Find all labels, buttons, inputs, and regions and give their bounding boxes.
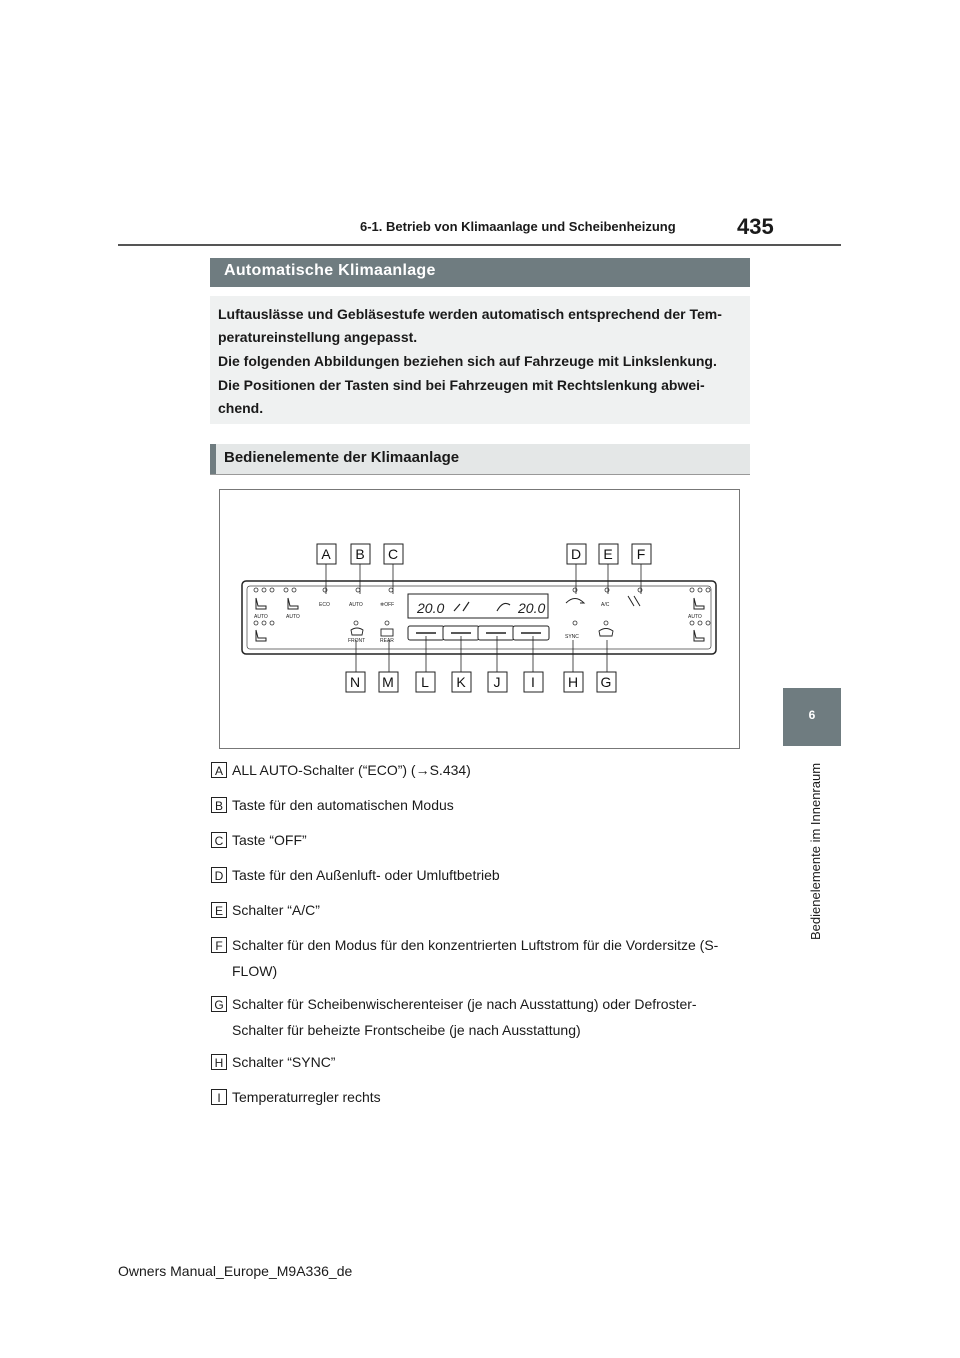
callout-a: A: [321, 546, 331, 562]
display-temp-right: 20.0: [518, 600, 546, 616]
chapter-number: 6: [808, 708, 816, 722]
panel-label-ac: A/C: [601, 602, 610, 608]
legend-key: C: [211, 832, 227, 848]
callout-c: C: [387, 546, 399, 562]
legend-key: H: [211, 1054, 227, 1070]
panel-label-sync: SYNC: [565, 634, 579, 640]
section-title: Automatische Klimaanlage: [224, 262, 436, 279]
intro-line: chend.: [218, 400, 264, 416]
legend-key: E: [211, 902, 227, 918]
panel-label-eco: ECO: [319, 602, 330, 608]
intro-line: peratureinstellung angepasst.: [218, 329, 418, 345]
legend-text-continued: FLOW): [232, 963, 278, 979]
legend-key: F: [211, 937, 227, 953]
legend-text: ALL AUTO-Schalter (“ECO”) (→S.434): [232, 762, 471, 778]
climate-panel-illustration: [220, 490, 739, 748]
panel-label-front: FRONT: [348, 638, 366, 644]
bottom-callouts: [346, 672, 616, 692]
rocker-buttons: [408, 626, 549, 640]
legend-text: Schalter für den Modus für den konzentrierten Luftstrom für die Vordersitze (S-: [232, 937, 719, 953]
header-divider: [118, 244, 841, 246]
climate-panel-figure: [219, 489, 740, 749]
legend-text: Schalter “A/C”: [232, 902, 320, 918]
callout-i: I: [531, 674, 535, 690]
legend-text: Temperaturregler rechts: [232, 1089, 381, 1105]
intro-line: Die Positionen der Tasten sind bei Fahrzeugen mit Rechtslenkung abwei-: [218, 377, 705, 393]
intro-box: [210, 296, 750, 424]
callout-l: L: [421, 674, 429, 690]
legend-text: Schalter für Scheibenwischerenteiser (je nach Ausstattung) oder Defroster-: [232, 996, 697, 1012]
subsection-title: Bedienelemente der Klimaanlage: [224, 449, 460, 466]
callout-g: G: [600, 674, 612, 690]
callout-h: H: [567, 674, 579, 690]
legend-key: G: [211, 996, 227, 1012]
chapter-tab: [783, 688, 841, 746]
chapter-title: Bedienelemente im Innenraum: [808, 762, 823, 940]
header-section-title: 6-1. Betrieb von Klimaanlage und Scheibenheizung: [360, 219, 676, 234]
legend-key: D: [211, 867, 227, 883]
callout-n: N: [349, 674, 361, 690]
legend-text: Taste für den Außenluft- oder Umluftbetrieb: [232, 867, 500, 883]
legend-text: Taste für den automatischen Modus: [232, 797, 454, 813]
callout-d: D: [570, 546, 582, 562]
intro-line: Die folgenden Abbildungen beziehen sich auf Fahrzeuge mit Linkslenkung.: [218, 353, 717, 369]
legend-key: I: [211, 1089, 227, 1105]
legend-key: B: [211, 797, 227, 813]
display-temp-left: 20.0: [417, 600, 445, 616]
panel-label-auto-left2: AUTO: [286, 614, 300, 620]
subsection-divider: [210, 474, 750, 475]
subsection-heading: [210, 444, 750, 474]
callout-m: M: [382, 674, 394, 690]
top-callouts: [317, 544, 651, 564]
legend-text: Schalter “SYNC”: [232, 1054, 336, 1070]
subsection-accent: [210, 444, 216, 474]
panel-label-rear: REAR: [380, 638, 394, 644]
callout-j: J: [493, 674, 501, 690]
panel-label-off: ❄OFF: [380, 602, 395, 608]
callout-f: F: [636, 546, 646, 562]
intro-line: Luftauslässe und Gebläsestufe werden automatisch entsprechend der Tem-: [218, 306, 722, 322]
callout-k: K: [456, 674, 466, 690]
page-number: 435: [737, 214, 774, 239]
panel-label-auto-right: AUTO: [688, 614, 702, 620]
legend-text-continued: Schalter für beheizte Frontscheibe (je nach Ausstattung): [232, 1022, 581, 1038]
legend-text: Taste “OFF”: [232, 832, 307, 848]
panel-label-auto-left: AUTO: [254, 614, 268, 620]
callout-e: E: [603, 546, 613, 562]
section-heading: [210, 258, 750, 287]
footer-doc-id: Owners Manual_Europe_M9A336_de: [118, 1263, 353, 1279]
legend-key: A: [211, 762, 227, 778]
panel-label-auto: AUTO: [349, 602, 363, 608]
callout-b: B: [355, 546, 365, 562]
